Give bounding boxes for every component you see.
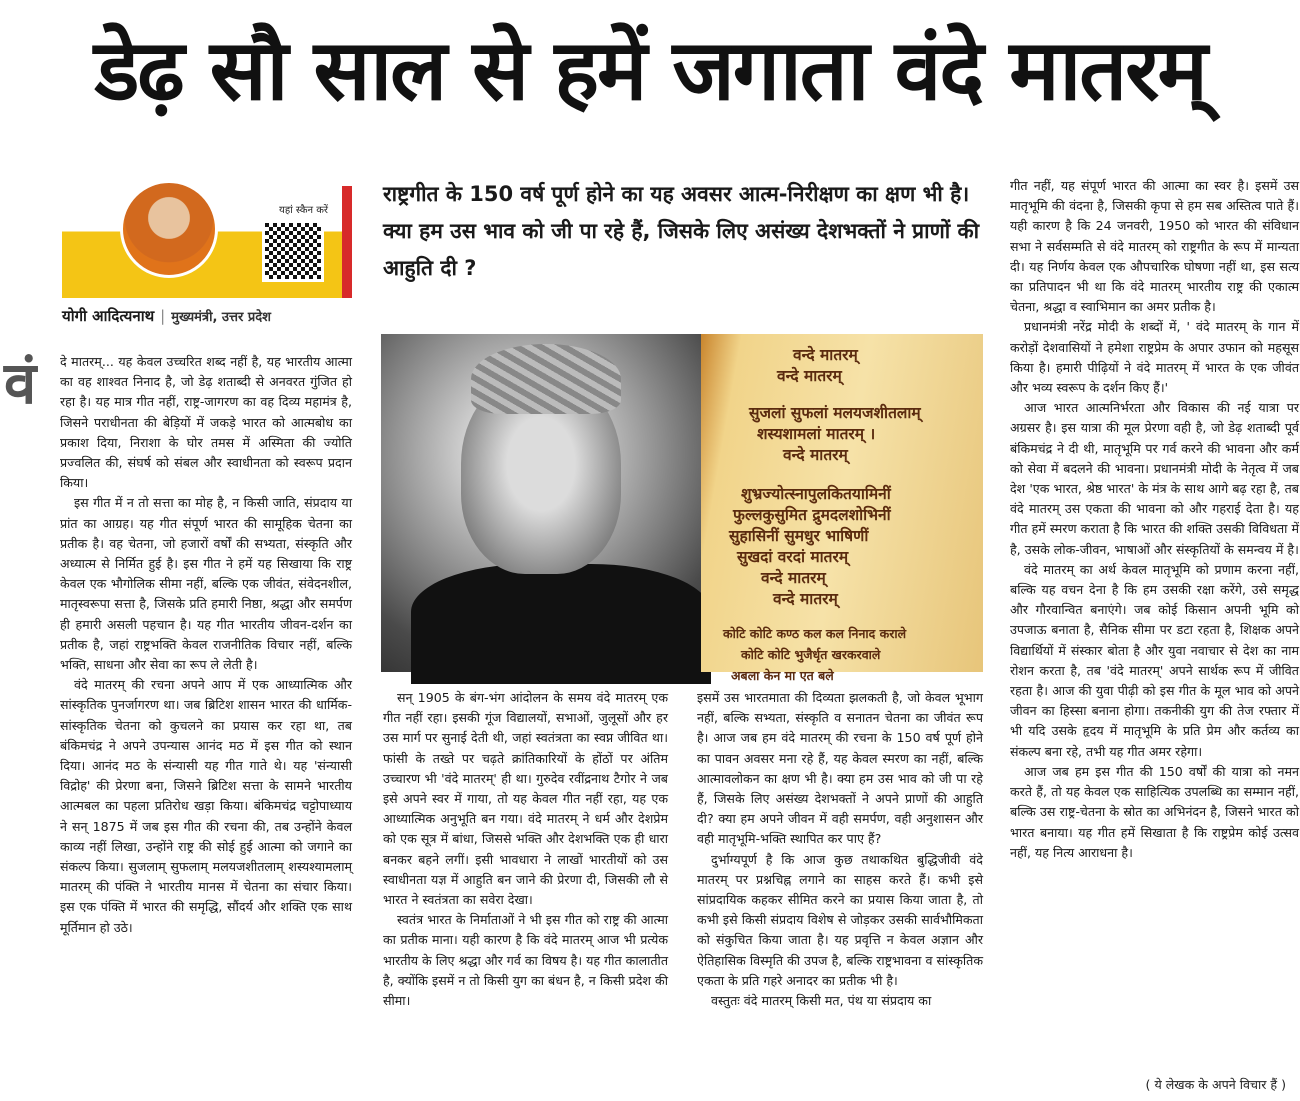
qr-code[interactable] — [262, 220, 324, 282]
paragraph: वंदे मातरम् का अर्थ केवल मातृभूमि को प्रणाम करना नहीं, बल्कि यह वचन देना है कि हम उसकी रक्षा करेंगे, उसे समृद्ध और गौरवान्वित बनाएंगे। जब कोई किसान अपनी भूमि को उपजाऊ बनाता है, सैनिक सीमा पर डटा रहता है, शिक्षक अपने विद्यार्थियों में संस्कार बोता है और युवा नवाचार से देश का नाम रोशन करता है, तब 'वंदे मातरम्' अपने सार्थक रूप में जीवित रहता है। आज की युवा पीढ़ी को इस गीत के मूल भाव को अपने जीवन का हिस्सा बनाना होगा। तकनीकी युग की तेज रफ्तार में भी यदि उसके हृदय में मातृभूमि के प्रति प्रेम और कर्तव्य का संकल्प बना रहे, तभी यह गीत अमर रहेगा। — [1010, 561, 1299, 759]
manuscript-line: वन्दे मातरम् — [783, 445, 848, 464]
manuscript-line: वन्दे मातरम् — [793, 345, 858, 364]
article-column-4 — [1010, 176, 1299, 1101]
paragraph: आज भारत आत्मनिर्भरता और विकास की नई यात्रा पर अग्रसर है। इस यात्रा की मूल प्रेरणा वही है, जो डेढ़ शताब्दी पूर्व बंकिमचंद्र ने दी थी, मातृभूमि पर गर्व करने की भावना और कर्म को सेवा में बदलने की भावना। प्रधानमंत्री मोदी के नेतृत्व में जब देश 'एक भारत, श्रेष्ठ भारत' के मंत्र के साथ आगे बढ़ रहा है, तब वंदे मातरम् उस एकता की भावना को और गहराई देता है। यह गीत हमें स्मरण कराता है कि भारत की शक्ति उसकी विविधता में है, उसके लोक-जीवन, भाषाओं और संस्कृतियों के समन्वय में है। — [1010, 400, 1299, 557]
paragraph: इसमें उस भारतमाता की दिव्यता झलकती है, जो केवल भूभाग नहीं, बल्कि सभ्यता, संस्कृति व सनातन चेतना का जीवंत रूप है। आज जब हम वंदे मातरम् की रचना के 150 वर्ष पूर्ण होने का पावन अवसर मना रहे हैं, यह केवल स्मरण का नहीं, बल्कि आत्मावलोकन का क्षण भी है। क्या हम उस भाव को जी पा रहे हैं, जिसके लिए असंख्य देशभक्तों ने अपने प्राणों की आहुति दी? क्या हम अपने जीवन में वही समर्पण, वही अनुशासन और वही मातृभूमि-भक्ति स्थापित कर पाए हैं? — [697, 690, 983, 847]
paragraph: स्वतंत्र भारत के निर्माताओं ने भी इस गीत को राष्ट्र की आत्मा का प्रतीक माना। यही कारण है कि वंदे मातरम् आज भी प्रत्येक भारतीय के लिए श्रद्धा और गर्व का विषय है। यह गीत कालातीत है, क्योंकि इसमें न तो किसी युग का बंधन है, न किसी प्रदेश की सीमा। — [383, 912, 668, 1009]
author-avatar — [120, 180, 218, 278]
paragraph: वंदे मातरम् की रचना अपने आप में एक आध्यात्मिक और सांस्कृतिक पुनर्जागरण था। जब ब्रिटिश शासन भारत की धार्मिक-सांस्कृतिक चेतना को कुचलने का प्रयास कर रहा था, तब बंकिमचंद्र ने अपने उपन्यास आनंद मठ में इस गीत को स्थान दिया। आनंद मठ के संन्यासी यह गीत गाते थे। यह 'संन्यासी विद्रोह' की प्रेरणा बना, जिसने ब्रिटिश सत्ता के सामने भारतीय आत्मबल का पहला प्रतिरोध खड़ा किया। बंकिमचंद्र चट्टोपाध्याय ने सन् 1875 में जब इस गीत की रचना की, तब उन्होंने केवल काव्य नहीं लिखा, उन्होंने राष्ट्र की सोई हुई आत्मा को जगाने का संकल्प किया। सुजलाम् सुफलाम् मलयजशीतलाम् शस्यश्यामलाम् मातरम् की पंक्ति ने भारतीय मानस में चेतना का संचार किया। इस एक पंक्ति में भारत की समृद्धि, सौंदर्य और शक्ति एक साथ मूर्तिमान हो उठे। — [60, 677, 352, 935]
author-byline — [62, 306, 352, 326]
manuscript-line: अबला केन मा एत बले — [731, 668, 834, 683]
paragraph: सन् 1905 के बंग-भंग आंदोलन के समय वंदे मातरम् एक गीत नहीं रहा। इसकी गूंज विद्यालयों, सभाओं, जुलूसों और हर उस मार्ग पर सुनाई देती थी, जहां स्वतंत्रता का स्वप्न जीवित था। फांसी के तख्ते पर चढ़ते क्रांतिकारियों के होंठों पर अंतिम उच्चारण भी 'वंदे मातरम्' ही था। गुरुदेव रवींद्रनाथ टैगोर ने जब इसे अपने स्वर में गाया, तो यह केवल गीत नहीं रहा, यह एक आध्यात्मिक अनुभूति बन गया। वंदे मातरम् ने धर्म और देशप्रेम को एक सूत्र में बांधा, जिससे भक्ति और देशभक्ति एक ही धारा बनकर बहने लगीं। इसी भावधारा ने लाखों भारतीयों को उस स्वाधीनता यज्ञ में आहुति बन जाने की प्रेरणा दी, जिसकी लौ से भारत ने स्वतंत्रता का सवेरा देखा। — [383, 690, 668, 908]
author-name: योगी आदित्यनाथ — [62, 307, 155, 325]
article-dek: राष्ट्रगीत के 150 वर्ष पूर्ण होने का यह अवसर आत्म-निरीक्षण का क्षण भी है। क्या हम उस भाव को जी पा रहे हैं, जिसके लिए असंख्य देशभक्तों ने प्राणों की आहुति दी ? — [383, 182, 980, 280]
author-box — [62, 170, 352, 298]
author-role: मुख्यमंत्री, उत्तर प्रदेश — [171, 310, 272, 325]
portrait-coat — [411, 564, 711, 684]
manuscript-parchment — [701, 334, 983, 683]
paragraph: गीत नहीं, यह संपूर्ण भारत की आत्मा का स्वर है। इसमें उस मातृभूमि की वंदना है, जिसकी कृपा से हम सब अस्तित्व पाते हैं। यही कारण है कि 24 जनवरी, 1950 को भारत की संविधान सभा ने सर्वसम्मति से वंदे मातरम् को राष्ट्रगीत के रूप में मान्यता दी। यह निर्णय केवल एक औपचारिक घोषणा नहीं था, इस सत्य का प्रतिपादन भी था कि वंदे मातरम् भारतीय राष्ट्र की एकात्म चेतना, श्रद्धा व स्वाभिमान का अमर प्रतीक है। — [1010, 178, 1299, 315]
byline-separator: | — [160, 307, 166, 325]
manuscript-line: शस्यशामलां मातरम् । — [757, 424, 876, 443]
paragraph: दे मातरम्... यह केवल उच्चरित शब्द नहीं है, यह भारतीय आत्मा का वह शाश्वत निनाद है, जो डेढ़ शताब्दी से अनवरत गुंजित हो रहा है। यह मात्र गीत नहीं, राष्ट्र-जागरण का वह दिव्य महामंत्र है, जिसने पराधीनता की बेड़ियों में जकड़े भारत को आत्मबोध का प्रकाश दिया, निराशा के घोर तमस में अस्मिता की ज्योति प्रज्वलित की, संघर्ष को संबल और स्वाधीनता को स्वरूप प्रदान किया। — [60, 354, 352, 491]
manuscript-line: कोटि कोटि कण्ठ कल कल निनाद कराले — [723, 626, 907, 641]
article-column-2 — [383, 688, 668, 1100]
article-column-1 — [60, 352, 352, 1100]
headline: डेढ़ सौ साल से हमें जगाता वंदे मातरम् — [94, 21, 1206, 119]
manuscript-line: फुल्लकुसुमित द्रुमदलशोभिनीं — [733, 505, 891, 524]
manuscript-line: शुभ्रज्योत्स्नापुलकितयामिनीं — [741, 484, 891, 503]
article-column-3 — [697, 688, 983, 1100]
paragraph: आज जब हम इस गीत की 150 वर्षों की यात्रा को नमन करते हैं, तो यह केवल एक साहित्यिक उपलब्धि का सम्मान नहीं, बल्कि उस राष्ट्र-चेतना के स्रोत का अभिनंदन है, जिसने भारत को भारत बनाया। यह गीत हमें सिखाता है कि राष्ट्रप्रेम कोई उत्सव नहीं, यह नित्य आराधना है। — [1010, 763, 1299, 860]
signoff-note: ( ये लेखक के अपने विचार हैं ) — [1145, 1077, 1286, 1092]
manuscript-line: वन्दे मातरम् — [777, 366, 842, 385]
qr-label: यहां स्कैन करें — [279, 205, 328, 216]
paragraph: इस गीत में न तो सत्ता का मोह है, न किसी जाति, संप्रदाय या प्रांत का आग्रह। यह गीत संपूर्ण भारत की सामूहिक चेतना का प्रतीक है। वह चेतना, जो हजारों वर्षों की सभ्यता, संस्कृति और अध्यात्म से निर्मित हुई है। इस गीत ने हमें यह सिखाया कि राष्ट्र केवल एक भौगोलिक सीमा नहीं, बल्कि एक जीवंत, संवेदनशील, मातृस्वरूपा सत्ता है, जिसके प्रति हमारी निष्ठा, श्रद्धा और समर्पण ही हमारी असली पहचान है। यह गीत भारतीय जीवन-दर्शन का प्रतीक है, जहां राष्ट्रभक्ति केवल राजनीतिक विचार नहीं, बल्कि भक्ति, साधना और सेवा का रूप ले लेती है। — [60, 495, 352, 673]
manuscript-line: कोटि कोटि भुजैर्धृत खरकरवाले — [741, 647, 881, 662]
manuscript-line: सुहासिनीं सुमधुर भाषिणीं — [729, 526, 869, 545]
paragraph: दुर्भाग्यपूर्ण है कि आज कुछ तथाकथित बुद्धिजीवी वंदे मातरम् पर प्रश्नचिह्न लगाने का साहस करते हैं। कभी इसे सांप्रदायिक कहकर सीमित करने का प्रयास किया जाता है, तो कभी इसे किसी संप्रदाय विशेष से जोड़कर उसकी सार्वभौमिकता को संकुचित किया जाता है। यह प्रवृत्ति न केवल अज्ञान और ऐतिहासिक विस्मृति की उपज है, बल्कि राष्ट्रभावना व सांस्कृतिक एकता के प्रति गहरे अनादर का प्रतीक भी है। — [697, 851, 983, 988]
manuscript-line: सुजलां सुफलां मलयजशीतलाम् — [749, 403, 921, 422]
article-photo — [381, 334, 983, 683]
manuscript-line: वन्दे मातरम् — [773, 589, 838, 608]
paragraph: वस्तुतः वंदे मातरम् किसी मत, पंथ या संप्रदाय का — [711, 993, 932, 1009]
paragraph: प्रधानमंत्री नरेंद्र मोदी के शब्दों में, ' वंदे मातरम् के गान में करोड़ों देशवासियों ने हमेशा राष्ट्रप्रेम के अपार उफान को महसूस किया है। हमारी पीढ़ियों ने वंदे मातरम् में भारत के एक जीवंत और भव्य स्वरूप के दर्शन किए हैं।' — [1010, 319, 1299, 396]
accent-bar — [342, 186, 352, 298]
manuscript-line: सुखदां वरदां मातरम् — [737, 547, 849, 566]
manuscript-text — [701, 334, 921, 686]
portrait-turban — [471, 344, 621, 414]
drop-cap: वं — [4, 349, 37, 417]
manuscript-line: वन्दे मातरम् — [761, 568, 826, 587]
